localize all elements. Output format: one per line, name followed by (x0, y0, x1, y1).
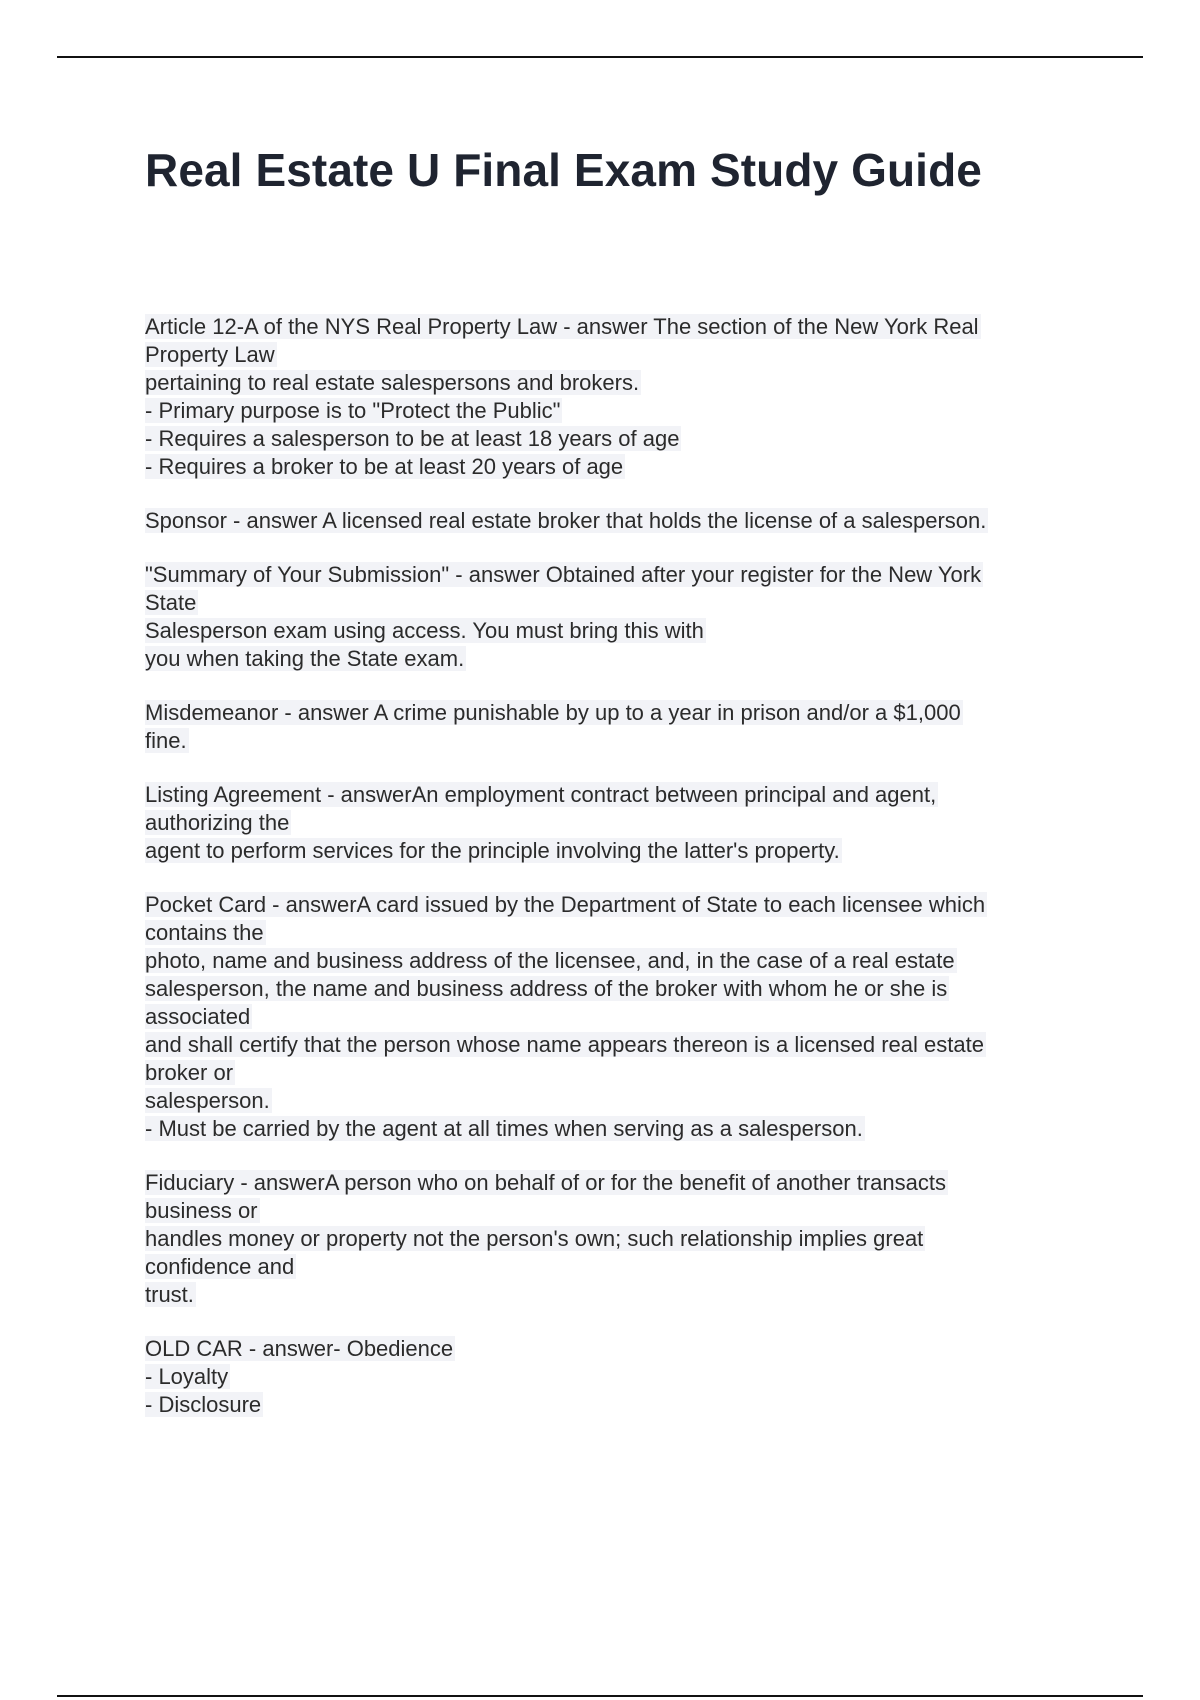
entry-line (145, 891, 1085, 919)
entry-line (145, 1059, 1085, 1087)
entry-line-text: - Disclosure (145, 1392, 262, 1417)
entry-line-text: associated (145, 1004, 251, 1029)
entry-line (145, 1197, 1085, 1225)
entry-line-text: fine. (145, 728, 187, 753)
entry-line-text: Property Law (145, 342, 275, 367)
entry-line (145, 1003, 1085, 1031)
entry-line (145, 1087, 1085, 1115)
entry-line-text: handles money or property not the person's own; such relationship implies great (145, 1226, 924, 1251)
bottom-rule (57, 1695, 1143, 1697)
qa-entry (145, 891, 1085, 1143)
entry-line-text: trust. (145, 1282, 194, 1307)
entry-line-text: broker or (145, 1060, 234, 1085)
entry-line (145, 645, 1085, 673)
entry-line-text: salesperson. (145, 1088, 270, 1113)
qa-entry (145, 781, 1085, 865)
qa-entry (145, 561, 1085, 673)
entry-line (145, 919, 1085, 947)
entry-line-text: Misdemeanor - answer A crime punishable by up to a year in prison and/or a $1,000 (145, 700, 961, 725)
entry-line (145, 1363, 1085, 1391)
qa-entry (145, 313, 1085, 481)
entry-line (145, 617, 1085, 645)
top-rule (57, 56, 1143, 58)
entry-line-text: - Requires a broker to be at least 20 years of age (145, 454, 624, 479)
entry-line (145, 1225, 1085, 1253)
entry-line-text: agent to perform services for the principle involving the latter's property. (145, 838, 840, 863)
entry-line-text: authorizing the (145, 810, 290, 835)
entry-line (145, 699, 1085, 727)
entry-line-text: - Primary purpose is to "Protect the Public" (145, 398, 561, 423)
entry-line (145, 727, 1085, 755)
entry-line (145, 313, 1085, 341)
entry-line (145, 589, 1085, 617)
entry-line (145, 397, 1085, 425)
entry-line-text: Salesperson exam using access. You must bring this with (145, 618, 704, 643)
entry-line-text: Fiduciary - answerA person who on behalf of or for the benefit of another transacts (145, 1170, 947, 1195)
entry-line-text: contains the (145, 920, 264, 945)
entry-line (145, 507, 1085, 535)
entry-line-text: State (145, 590, 197, 615)
entry-line (145, 1253, 1085, 1281)
entry-line-text: confidence and (145, 1254, 295, 1279)
entry-line (145, 1115, 1085, 1143)
entry-line (145, 1281, 1085, 1309)
entry-line-text: Listing Agreement - answerAn employment contract between principal and agent, (145, 782, 937, 807)
entry-line (145, 425, 1085, 453)
entry-line (145, 561, 1085, 589)
entry-line (145, 1335, 1085, 1363)
qa-entry (145, 507, 1085, 535)
entry-line-text: photo, name and business address of the licensee, and, in the case of a real estate (145, 948, 955, 973)
entry-line-text: you when taking the State exam. (145, 646, 465, 671)
entry-line-text: "Summary of Your Submission" - answer Obtained after your register for the New York (145, 562, 982, 587)
entry-line-text: pertaining to real estate salespersons and brokers. (145, 370, 640, 395)
entry-line (145, 975, 1085, 1003)
entry-line (145, 781, 1085, 809)
entry-line-text: OLD CAR - answer- Obedience (145, 1336, 454, 1361)
entry-line (145, 453, 1085, 481)
qa-entry (145, 1335, 1085, 1419)
entry-line-text: and shall certify that the person whose name appears thereon is a licensed real estate (145, 1032, 984, 1057)
qa-entry (145, 699, 1085, 755)
entry-line-text: Pocket Card - answerA card issued by the Department of State to each licensee which (145, 892, 986, 917)
entry-line-text: salesperson, the name and business address of the broker with whom he or she is (145, 976, 948, 1001)
entry-line (145, 837, 1085, 865)
entry-line (145, 1031, 1085, 1059)
entry-line-text: - Loyalty (145, 1364, 229, 1389)
entry-line-text: Article 12-A of the NYS Real Property Law - answer The section of the New York Real (145, 314, 979, 339)
entry-line (145, 369, 1085, 397)
entry-line (145, 1391, 1085, 1419)
entry-line (145, 947, 1085, 975)
entry-line (145, 1169, 1085, 1197)
entry-line (145, 341, 1085, 369)
entry-line-text: business or (145, 1198, 258, 1223)
entry-line-text: Sponsor - answer A licensed real estate broker that holds the license of a salesperson. (145, 508, 987, 533)
entry-line-text: - Must be carried by the agent at all times when serving as a salesperson. (145, 1116, 863, 1141)
study-guide-body (145, 313, 1085, 1445)
entry-line-text: - Requires a salesperson to be at least 18 years of age (145, 426, 680, 451)
entry-line (145, 809, 1085, 837)
document-title: Real Estate U Final Exam Study Guide (145, 144, 982, 196)
qa-entry (145, 1169, 1085, 1309)
